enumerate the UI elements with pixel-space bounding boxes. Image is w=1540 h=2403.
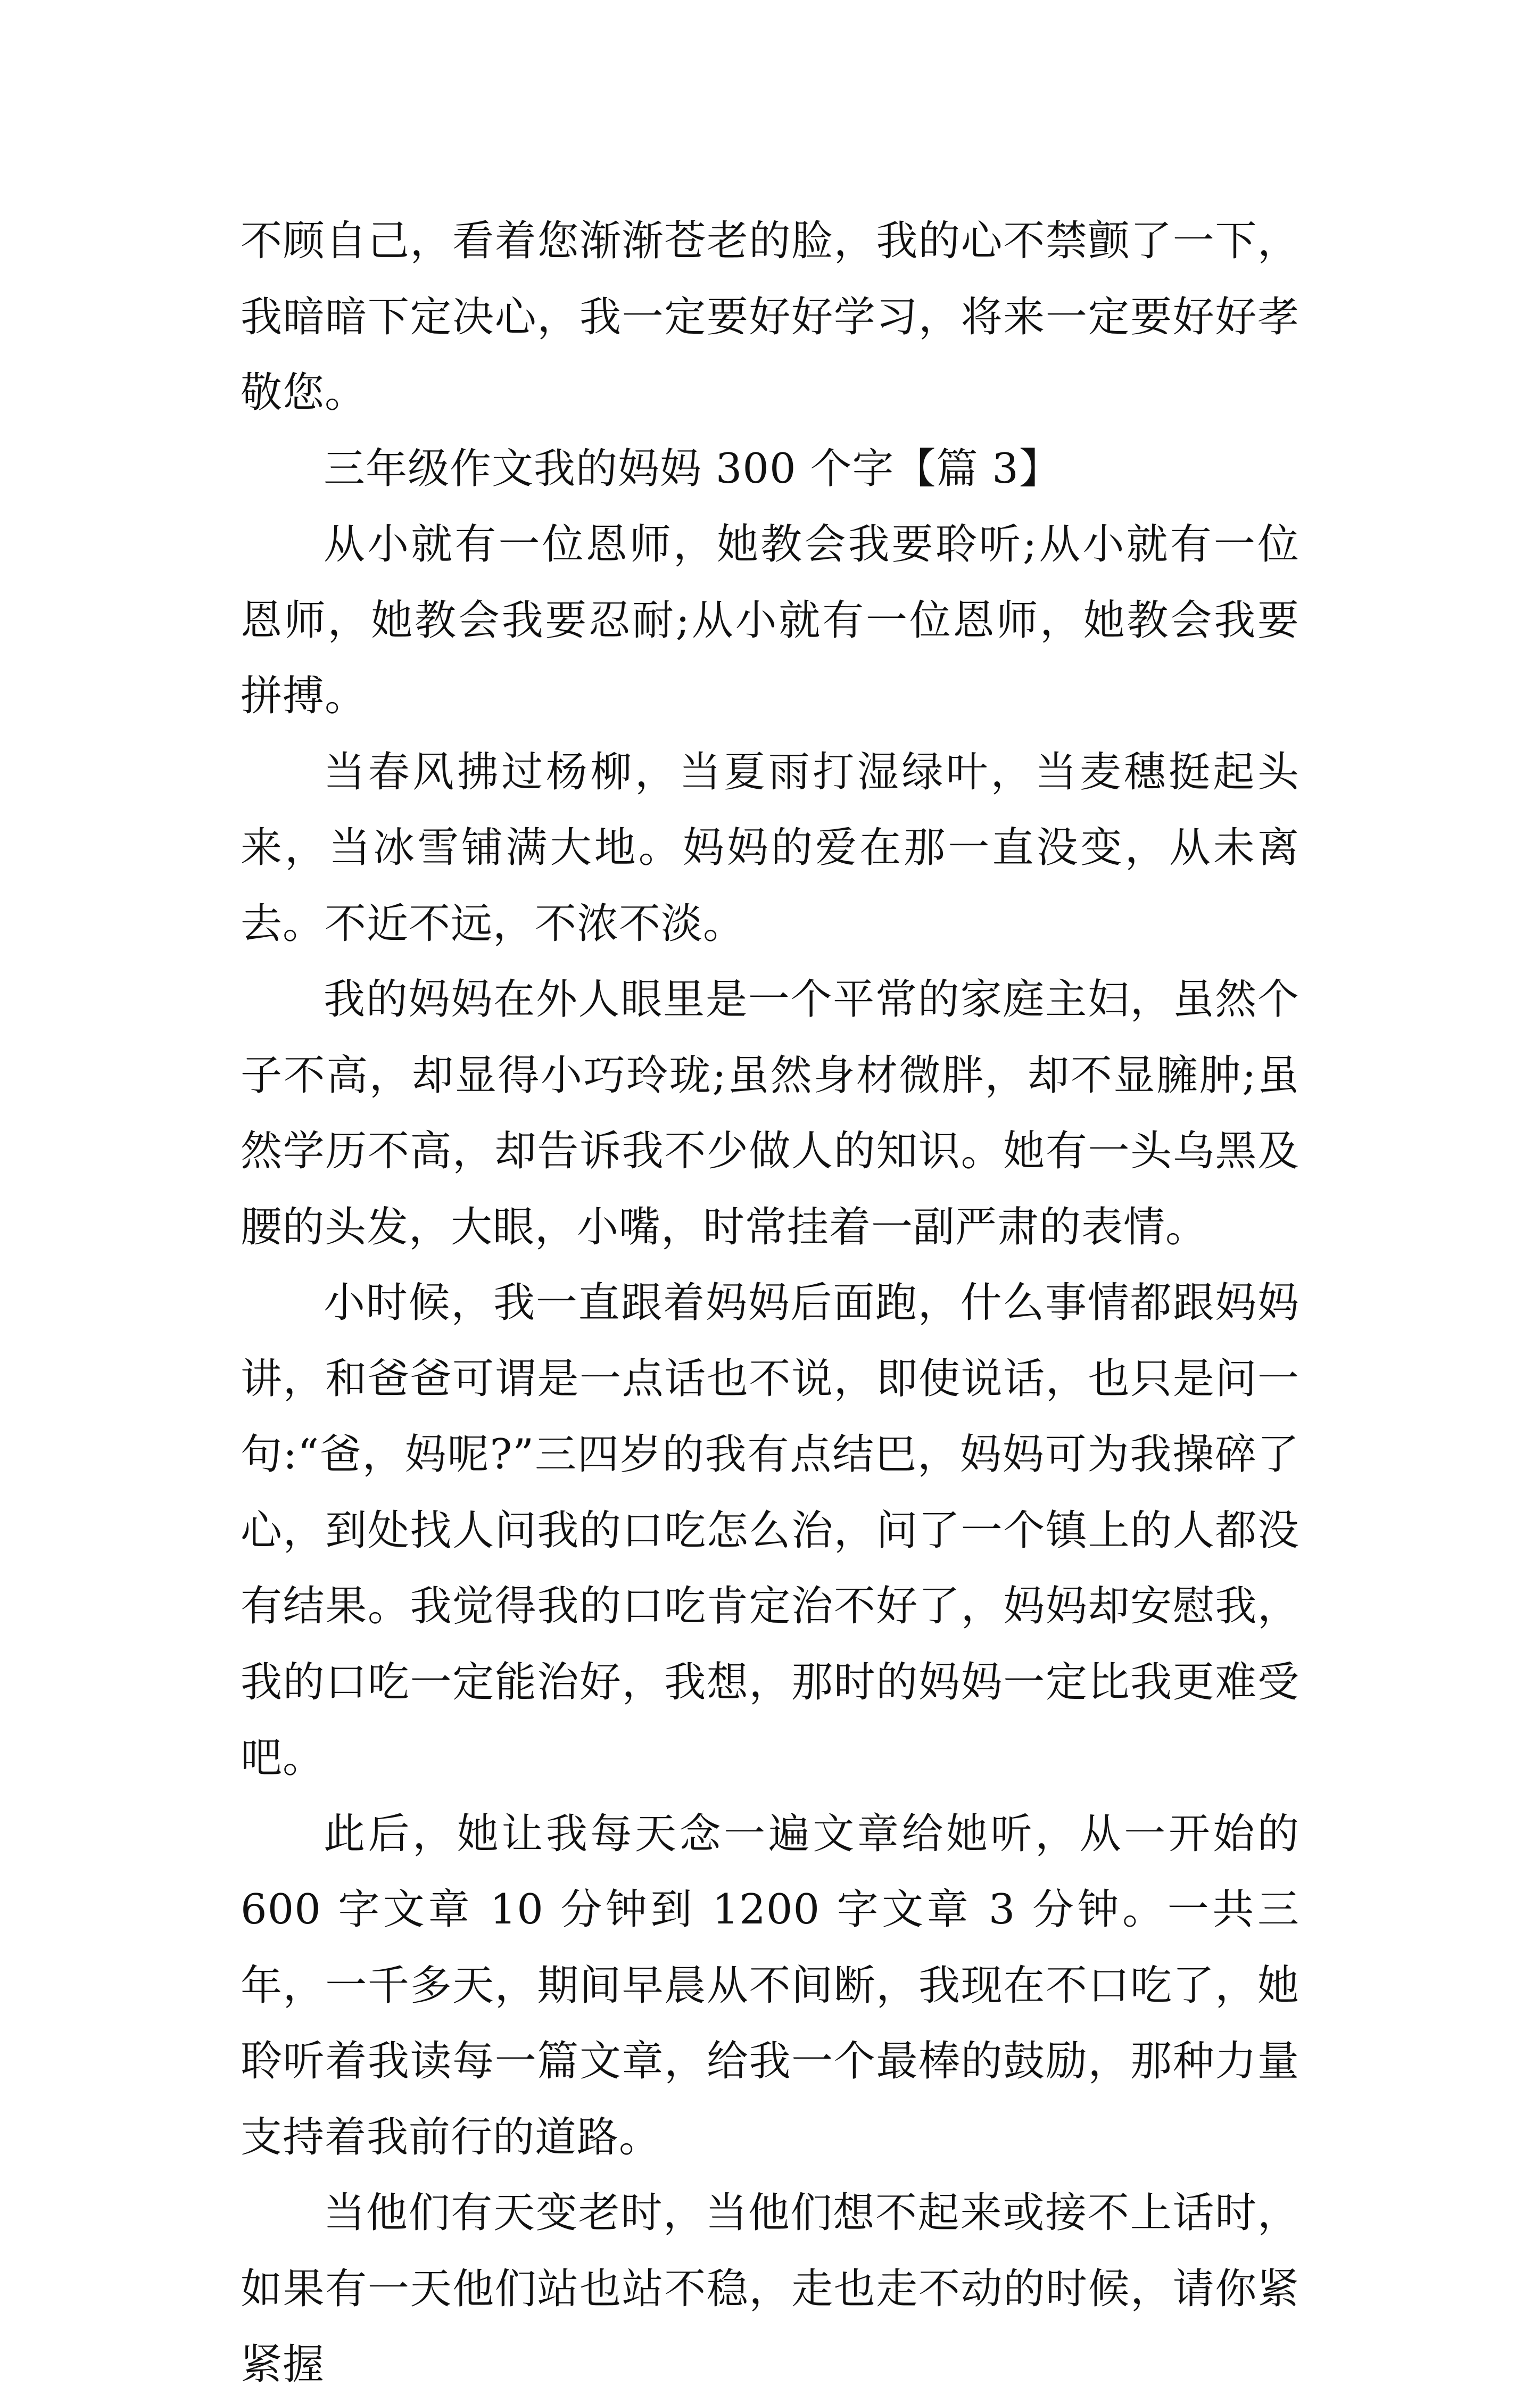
- paragraph: 从小就有一位恩师，她教会我要聆听;从小就有一位恩师，她教会我要忍耐;从小就有一位恩师，她教会我要拼搏。: [241, 521, 1299, 720]
- paragraph: 此后，她让我每天念一遍文章给她听，从一开始的 600 字文章 10 分钟到 1200 字文章 3 分钟。一共三年，一千多天，期间早晨从不间断，我现在不口吃了，她聆听着我读每一篇文章，给我一个最棒的鼓励，那种力量支持着我前行的道路。: [241, 1810, 1299, 2161]
- section-heading: 三年级作文我的妈妈 300 个字【篇 3】: [324, 444, 1061, 493]
- paragraph-continuation: 不顾自己，看着您渐渐苍老的脸，我的心不禁颤了一下，我暗暗下定决心，我一定要好好学习，将来一定要好好孝敬您。: [241, 217, 1299, 417]
- paragraph: 当春风拂过杨柳，当夏雨打湿绿叶，当麦穗挺起头来，当冰雪铺满大地。妈妈的爱在那一直没变，从未离去。不近不远，不浓不淡。: [241, 748, 1299, 948]
- paragraph: 小时候，我一直跟着妈妈后面跑，什么事情都跟妈妈讲，和爸爸可谓是一点话也不说，即使说话，也只是问一句:“爸，妈呢?”三四岁的我有点结巴，妈妈可为我操碎了心，到处找人问我的口吃怎么治，问了一个镇上的人都没有结果。我觉得我的口吃肯定治不好了，妈妈却安慰我，我的口吃一定能治好，我想，那时的妈妈一定比我更难受吧。: [241, 1279, 1299, 1782]
- document-body: [241, 203, 1299, 2403]
- paragraph: 我的妈妈在外人眼里是一个平常的家庭主妇，虽然个子不高，却显得小巧玲珑;虽然身材微胖，却不显臃肿;虽然学历不高，却告诉我不少做人的知识。她有一头乌黑及腰的头发，大眼，小嘴，时常挂着一副严肃的表情。: [241, 976, 1299, 1251]
- paragraph: 当他们有天变老时，当他们想不起来或接不上话时，如果有一天他们站也站不稳，走也走不动的时候，请你紧紧握: [241, 2189, 1299, 2389]
